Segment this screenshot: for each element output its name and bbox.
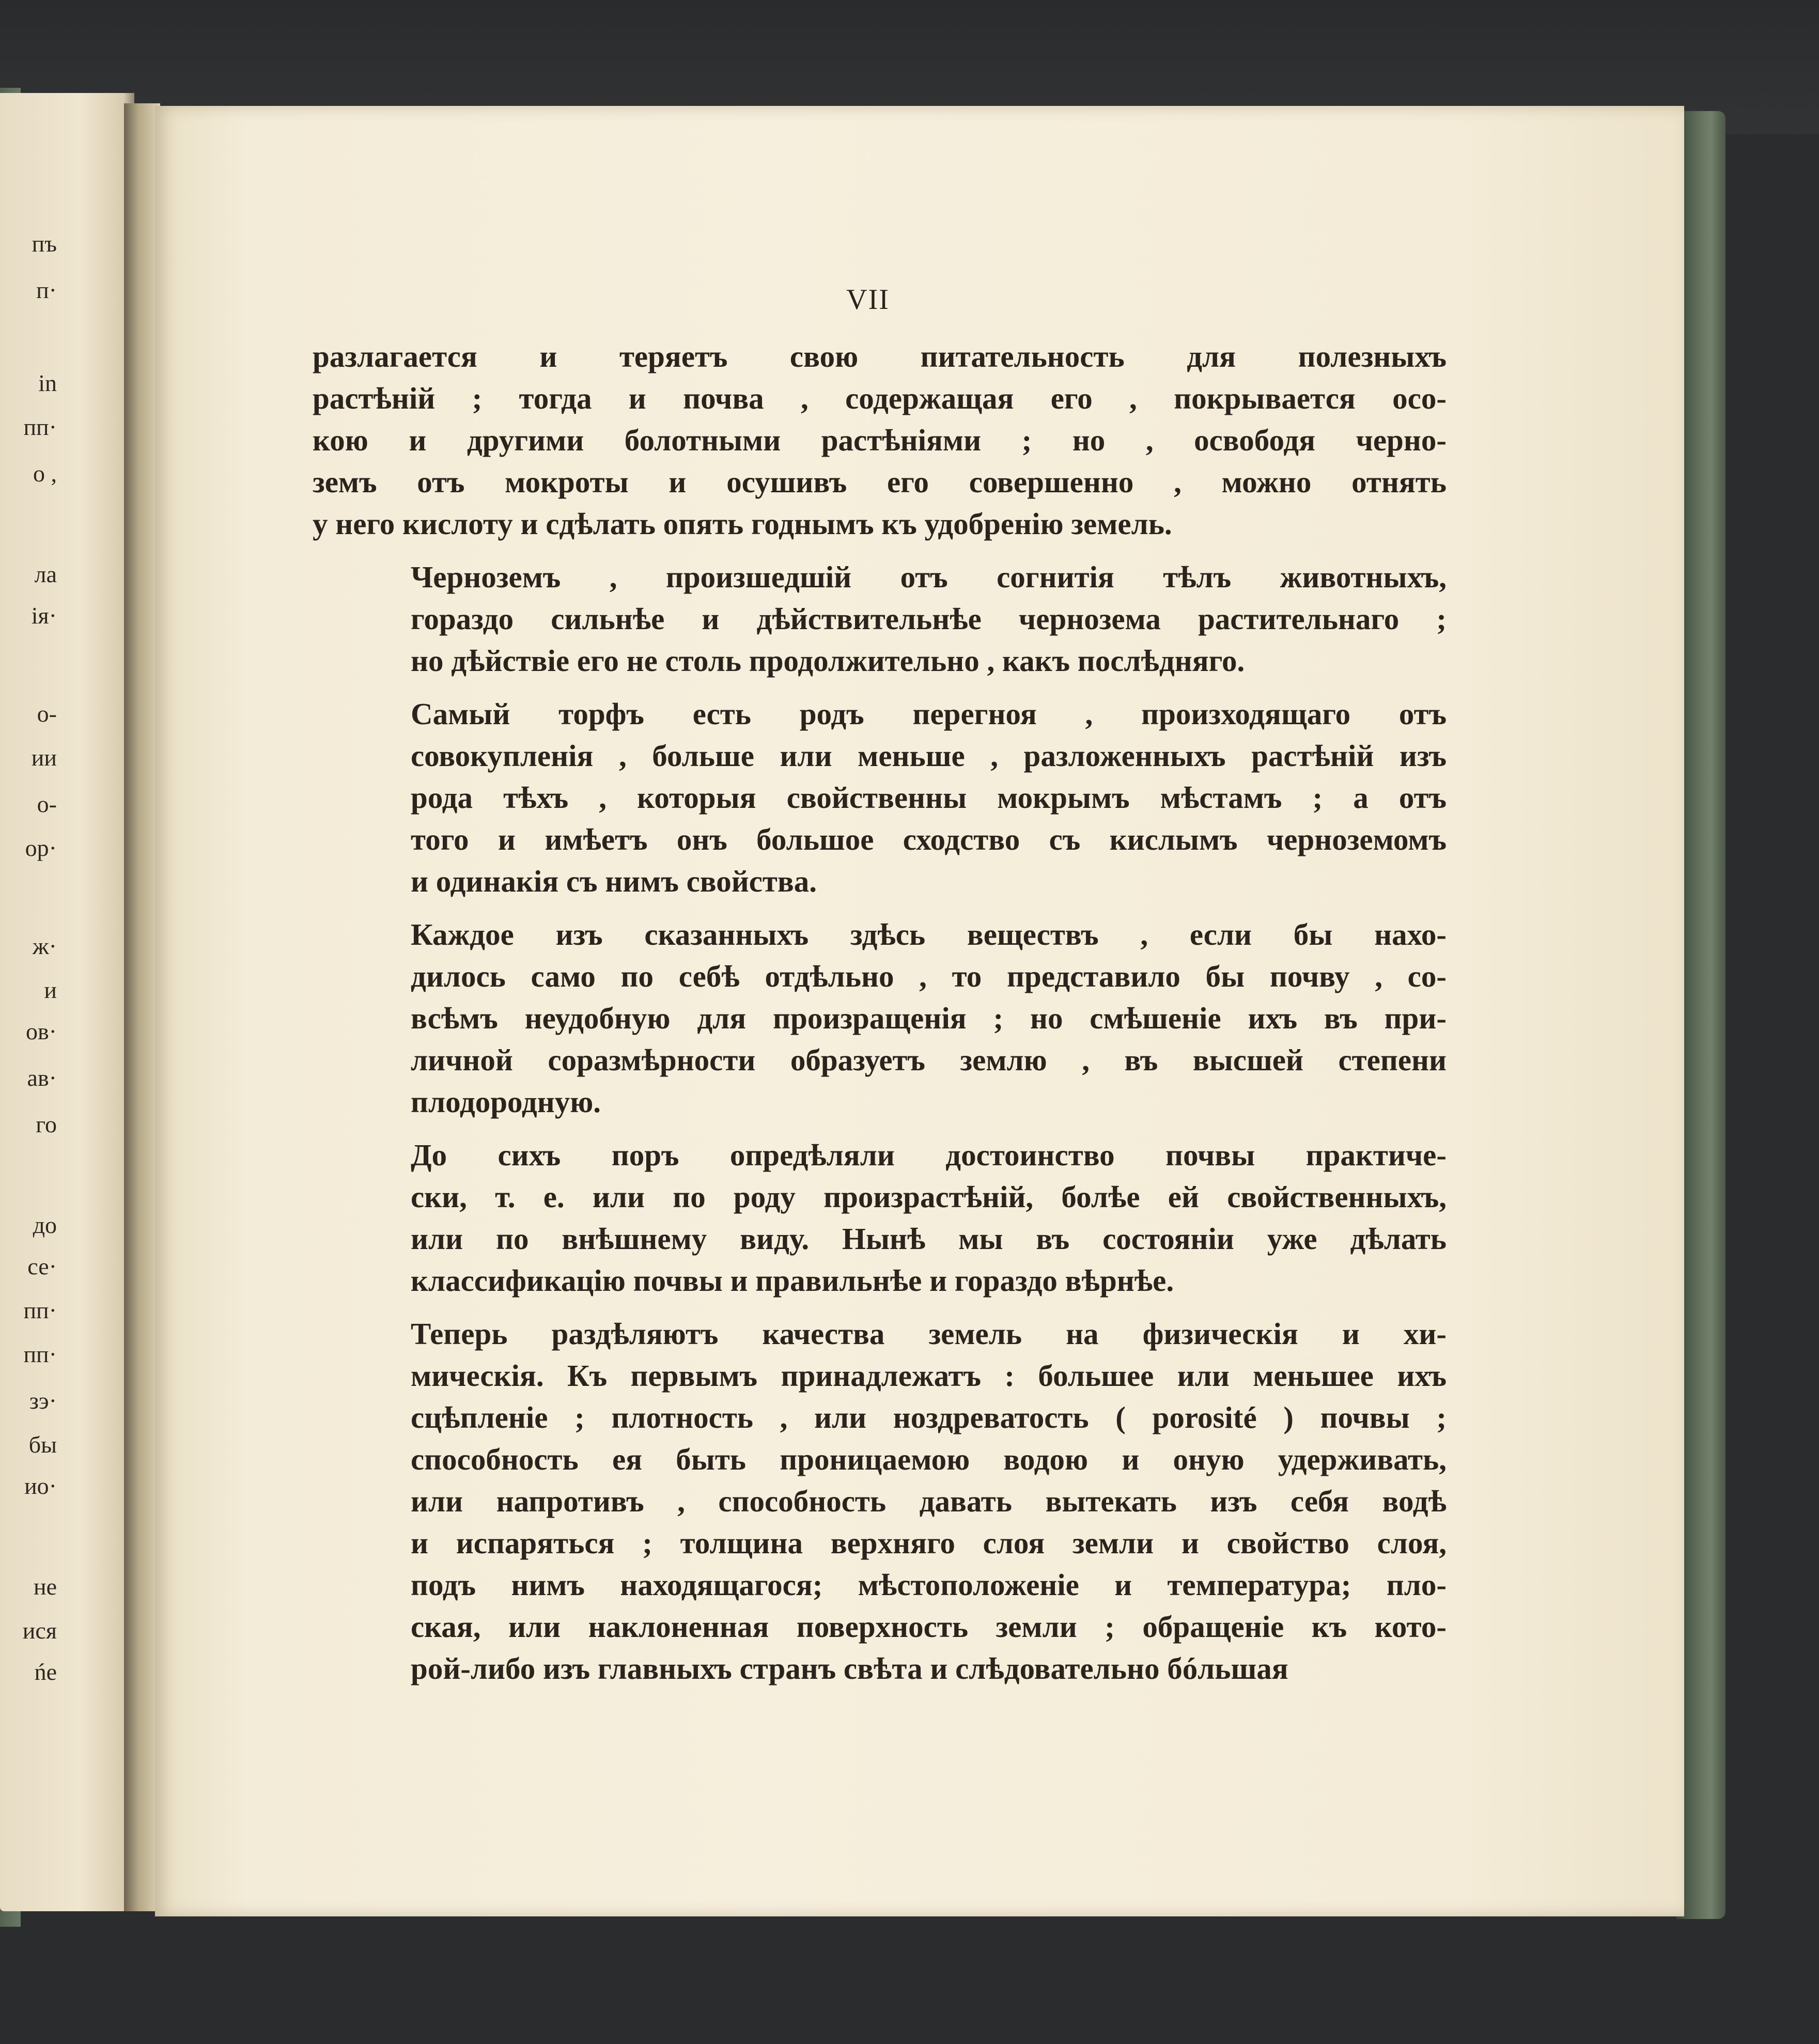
left-page-line: бы — [28, 1431, 57, 1458]
text-line: ски, т. е. или по роду произрастѣній, болѣе ей свойственныхъ, — [411, 1180, 1447, 1214]
left-page-line: и — [44, 977, 57, 1003]
left-page-line: ии — [31, 744, 57, 771]
page-body-text — [313, 336, 1447, 1701]
text-line: личной соразмѣрности образуетъ землю , въ высшей степени — [411, 1043, 1447, 1077]
left-page-line: п· — [36, 277, 57, 303]
text-line: разлагается и теряетъ свою питательность для полезныхъ — [313, 339, 1447, 373]
text-line: подъ нимъ находящагося; мѣстоположеніе и температура; пло- — [411, 1568, 1447, 1602]
text-line: у него кислоту и сдѣлать опять годнымъ къ удобренію земель. — [313, 507, 1172, 541]
text-line: земъ отъ мокроты и осушивъ его совершенно , можно отнять — [313, 465, 1447, 499]
paragraph — [313, 914, 1447, 1123]
left-page-line: зэ· — [29, 1387, 57, 1414]
left-page-line: ńе — [34, 1659, 57, 1685]
left-page-line: пп· — [23, 414, 57, 440]
left-page-line: не — [33, 1573, 57, 1600]
text-line: сцѣпленіе ; плотность , или ноздреватость ( porosité ) почвы ; — [411, 1400, 1447, 1434]
page-number: VII — [846, 284, 890, 316]
text-line: плодородную. — [411, 1085, 601, 1119]
text-line: всѣмъ неудобную для произращенія ; но смѣшеніе ихъ въ при- — [411, 1001, 1447, 1035]
left-page-line: ио· — [24, 1473, 57, 1499]
left-page-line: до — [33, 1212, 57, 1238]
left-page-line: ія· — [31, 602, 57, 629]
text-line: и испаряться ; толщина верхняго слоя земли и свойство слоя, — [411, 1526, 1447, 1560]
text-line: Самый торфъ есть родъ перегноя , произходящаго отъ — [411, 697, 1447, 731]
text-line: способность ея быть проницаемою водою и оную удерживать, — [411, 1442, 1447, 1476]
left-page-line: ор· — [25, 835, 57, 861]
text-line: Каждое изъ сказанныхъ здѣсь веществъ , если бы нахо- — [411, 917, 1447, 951]
text-line: совокупленія , больше или меньше , разложенныхъ растѣній изъ — [411, 739, 1447, 773]
left-page-line: ла — [34, 561, 57, 587]
left-page-line: ов· — [25, 1018, 57, 1044]
text-line: Черноземъ , произшедшій отъ согнитія тѣлъ животныхъ, — [411, 560, 1447, 594]
text-line: До сихъ поръ опредѣляли достоинство почвы практиче- — [411, 1138, 1447, 1172]
paragraph — [313, 336, 1447, 545]
left-page-line: ав· — [27, 1065, 57, 1091]
left-page-line: о- — [37, 700, 57, 727]
left-page-line: пъ — [32, 230, 57, 257]
text-line: ская, или наклоненная поверхность земли ; обращеніе къ кото- — [411, 1610, 1447, 1644]
left-page-line: ися — [22, 1617, 57, 1644]
left-page-line: го — [36, 1111, 57, 1137]
left-page-line: се· — [27, 1253, 57, 1280]
text-line: но дѣйствіе его не столь продолжительно , какъ послѣдняго. — [411, 644, 1245, 678]
paragraph — [313, 1134, 1447, 1302]
left-page-line: ж· — [32, 933, 57, 959]
text-line: рода тѣхъ , которыя свойственны мокрымъ мѣстамъ ; а отъ — [411, 781, 1447, 815]
text-line: классификацію почвы и правильнѣе и гораздо вѣрнѣе. — [411, 1263, 1174, 1298]
left-page-line: о- — [37, 791, 57, 817]
text-line: рой-либо изъ главныхъ странъ свѣта и слѣдовательно бóльшая — [411, 1651, 1288, 1686]
left-page-line: in — [38, 370, 57, 396]
left-page-line: пп· — [23, 1297, 57, 1323]
text-line: дилось само по себѣ отдѣльно , то представило бы почву , со- — [411, 959, 1447, 993]
text-line: Теперь раздѣляютъ качества земель на физическія и хи- — [411, 1317, 1447, 1351]
left-page-line: пп· — [23, 1341, 57, 1367]
text-line: растѣній ; тогда и почва , содержащая его , покрывается осо- — [313, 381, 1447, 415]
text-line: и одинакія съ нимъ свойства. — [411, 864, 817, 898]
text-line: или по внѣшнему виду. Нынѣ мы въ состояніи уже дѣлать — [411, 1222, 1447, 1256]
text-line: кою и другими болотными растѣніями ; но , освободя черно- — [313, 423, 1447, 457]
paragraph — [313, 693, 1447, 902]
left-page-line: о , — [33, 460, 57, 487]
text-line: или напротивъ , способность давать вытекать изъ себя водѣ — [411, 1484, 1447, 1518]
text-line: того и имѣетъ онъ большое сходство съ кислымъ черноземомъ — [411, 822, 1447, 856]
text-line: мическія. Къ первымъ принадлежатъ : большее или меньшее ихъ — [411, 1359, 1447, 1393]
paragraph — [313, 556, 1447, 682]
paragraph — [313, 1313, 1447, 1690]
text-line: гораздо сильнѣе и дѣйствительнѣе чернозема растительнаго ; — [411, 602, 1447, 636]
